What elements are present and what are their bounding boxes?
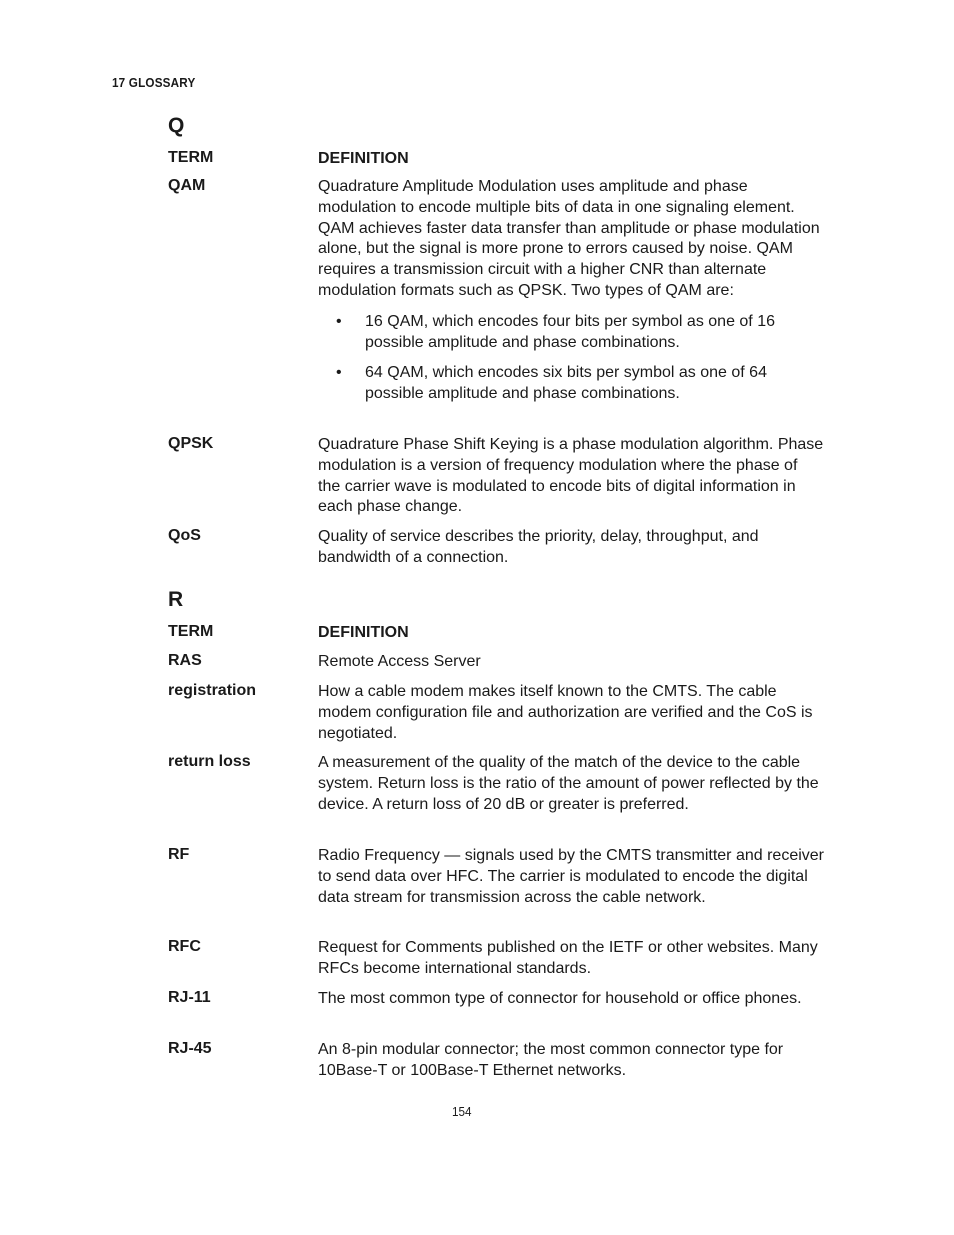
bullet-icon: • (336, 364, 342, 382)
glossary-definition: Quadrature Phase Shift Keying is a phase modulation algorithm. Phase modulation is a version of frequency modulation where the phase of the carrier wave is modulated to encode bits of digital information in each phase change. (318, 436, 824, 516)
definition-heading: DEFINITION (318, 624, 409, 641)
glossary-definition: Quality of service describes the priority, delay, throughput, and bandwidth of a connection. (318, 528, 759, 566)
glossary-term: RJ-11 (168, 989, 211, 1006)
definition-heading: DEFINITION (318, 150, 409, 167)
glossary-term: QPSK (168, 435, 214, 452)
bullet-list (318, 312, 824, 405)
bullet-text: 16 QAM, which encodes four bits per symbol as one of 16 possible amplitude and phase combinations. (365, 312, 775, 351)
glossary-definition (318, 177, 824, 415)
glossary-definition: Remote Access Server (318, 653, 481, 670)
glossary-definition: The most common type of connector for household or office phones. (318, 990, 802, 1007)
chapter-header: 17 GLOSSARY (112, 75, 196, 90)
glossary-term: registration (168, 682, 257, 699)
glossary-definition: Radio Frequency — signals used by the CMTS transmitter and receiver to send data over HFC. The carrier is modulated to encode the digital data stream for transmission across the cable network. (318, 847, 824, 906)
section-letter-r: R (168, 588, 184, 611)
glossary-definition: How a cable modem makes itself known to the CMTS. The cable modem configuration file and authorization are verified and the CoS is negotiated. (318, 683, 813, 742)
section-letter-q: Q (168, 114, 185, 137)
glossary-term: RFC (168, 938, 201, 955)
term-heading: TERM (168, 623, 214, 640)
glossary-definition: A measurement of the quality of the match of the device to the cable system. Return loss is the ratio of the amount of power reflected by the device. A return loss of 20 dB or greater is preferred. (318, 754, 819, 813)
glossary-term: QAM (168, 177, 206, 194)
glossary-term: RJ-45 (168, 1040, 212, 1057)
glossary-term: RF (168, 846, 190, 863)
bullet-text: 64 QAM, which encodes six bits per symbol as one of 64 possible amplitude and phase combinations. (365, 364, 767, 403)
bullet-icon: • (336, 312, 342, 330)
glossary-term: QoS (168, 527, 201, 544)
glossary-term: return loss (168, 753, 251, 770)
glossary-definition: An 8-pin modular connector; the most common connector type for 10Base-T or 100Base-T Ethernet networks. (318, 1041, 784, 1079)
bullet-item (318, 312, 824, 354)
definition-text: Quadrature Amplitude Modulation uses amplitude and phase modulation to encode multiple bits of data in one signaling element. QAM achieves faster data transfer than amplitude or phase modulation alone, but the signal is more prone to errors caused by noise. QAM requires a transmission circuit with a higher CNR than alternate modulation formats such as QPSK. Two types of QAM are: (318, 178, 820, 299)
page-number: 154 (452, 1104, 472, 1119)
glossary-definition: Request for Comments published on the IETF or other websites. Many RFCs become international standards. (318, 939, 818, 977)
bullet-item (318, 363, 824, 405)
glossary-term: RAS (168, 652, 202, 669)
term-heading: TERM (168, 149, 214, 166)
